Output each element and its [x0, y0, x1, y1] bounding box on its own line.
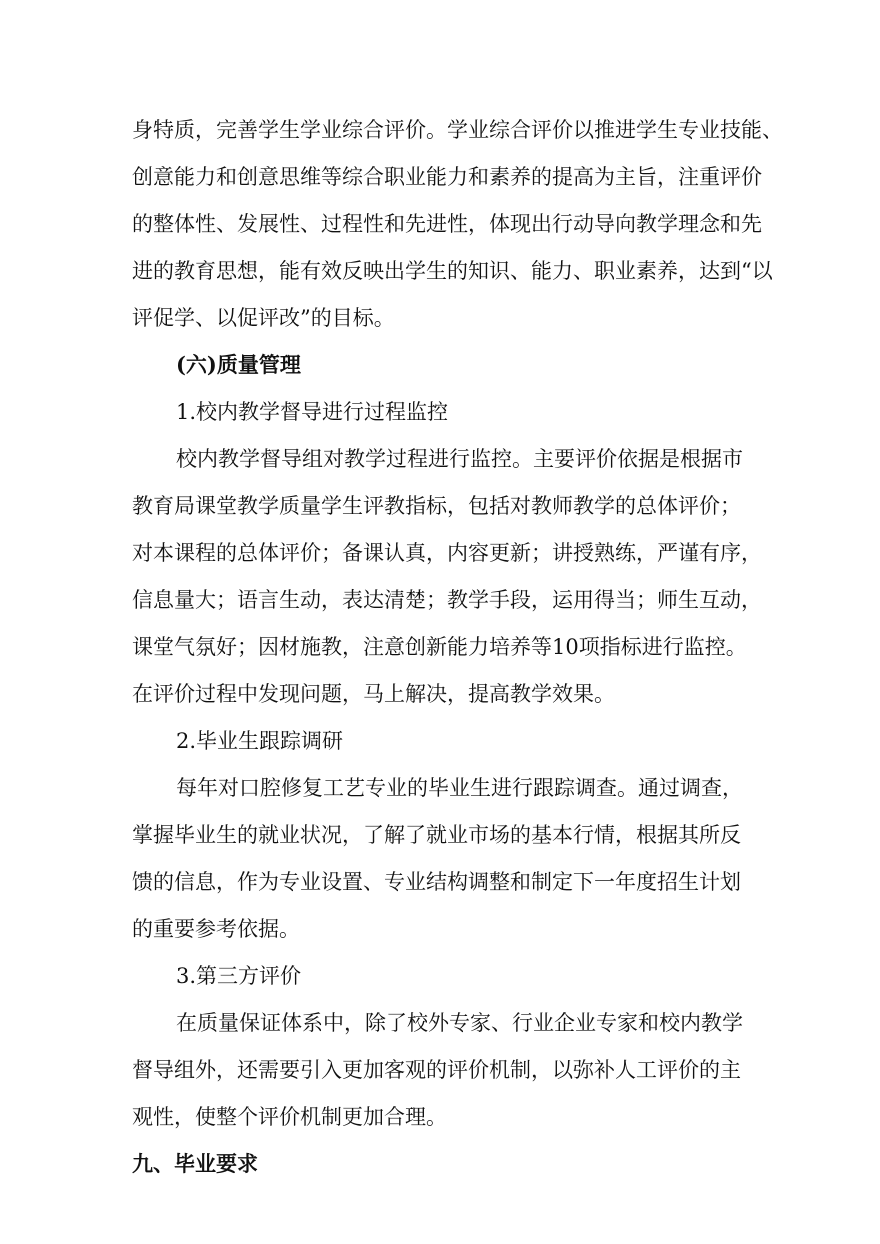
paragraph-line: 在评价过程中发现问题，马上解决，提高教学效果。 [132, 682, 615, 706]
paragraph-line: 馈的信息，作为专业设置、专业结构调整和制定下一年度招生计划 [132, 870, 741, 894]
paragraph-line: 对本课程的总体评价；备课认真，内容更新；讲授熟练，严谨有序， [132, 541, 762, 565]
subheading-supervision: 1.校内教学督导进行过程监控 [176, 400, 449, 424]
paragraph-line: 进的教育思想，能有效反映出学生的知识、能力、职业素养，达到“以 [132, 259, 773, 283]
paragraph-line: 校内教学督导组对教学过程进行监控。主要评价依据是根据市 [176, 447, 743, 471]
paragraph-line: 在质量保证体系中，除了校外专家、行业企业专家和校内教学 [176, 1011, 743, 1035]
paragraph-line: 观性，使整个评价机制更加合理。 [132, 1105, 447, 1129]
paragraph-line: 信息量大；语言生动，表达清楚；教学手段，运用得当；师生互动， [132, 588, 762, 612]
paragraph-line: 评促学、以促评改”的目标。 [132, 306, 395, 330]
subheading-graduate-tracking: 2.毕业生跟踪调研 [176, 729, 344, 753]
paragraph-line: 教育局课堂教学质量学生评教指标，包括对教师教学的总体评价； [132, 494, 741, 518]
section-heading-quality-management: (六)质量管理 [176, 352, 301, 377]
paragraph-line: 督导组外，还需要引入更加客观的评价机制，以弥补人工评价的主 [132, 1058, 741, 1082]
paragraph-line: 的整体性、发展性、过程性和先进性，体现出行动导向教学理念和先 [132, 212, 762, 236]
paragraph-line: 创意能力和创意思维等综合职业能力和素养的提高为主旨，注重评价 [132, 165, 762, 189]
paragraph-line: 每年对口腔修复工艺专业的毕业生进行跟踪调查。通过调查， [176, 776, 743, 800]
paragraph-line: 身特质，完善学生学业综合评价。学业综合评价以推进学生专业技能、 [132, 118, 783, 142]
paragraph-line: 掌握毕业生的就业状况，了解了就业市场的基本行情，根据其所反 [132, 823, 741, 847]
paragraph-line: 的重要参考依据。 [132, 917, 300, 941]
chapter-heading-graduation-requirements: 九、毕业要求 [132, 1151, 258, 1176]
paragraph-line: 课堂气氛好；因材施教，注意创新能力培养等10项指标进行监控。 [132, 635, 747, 659]
subheading-third-party-evaluation: 3.第三方评价 [176, 964, 302, 988]
